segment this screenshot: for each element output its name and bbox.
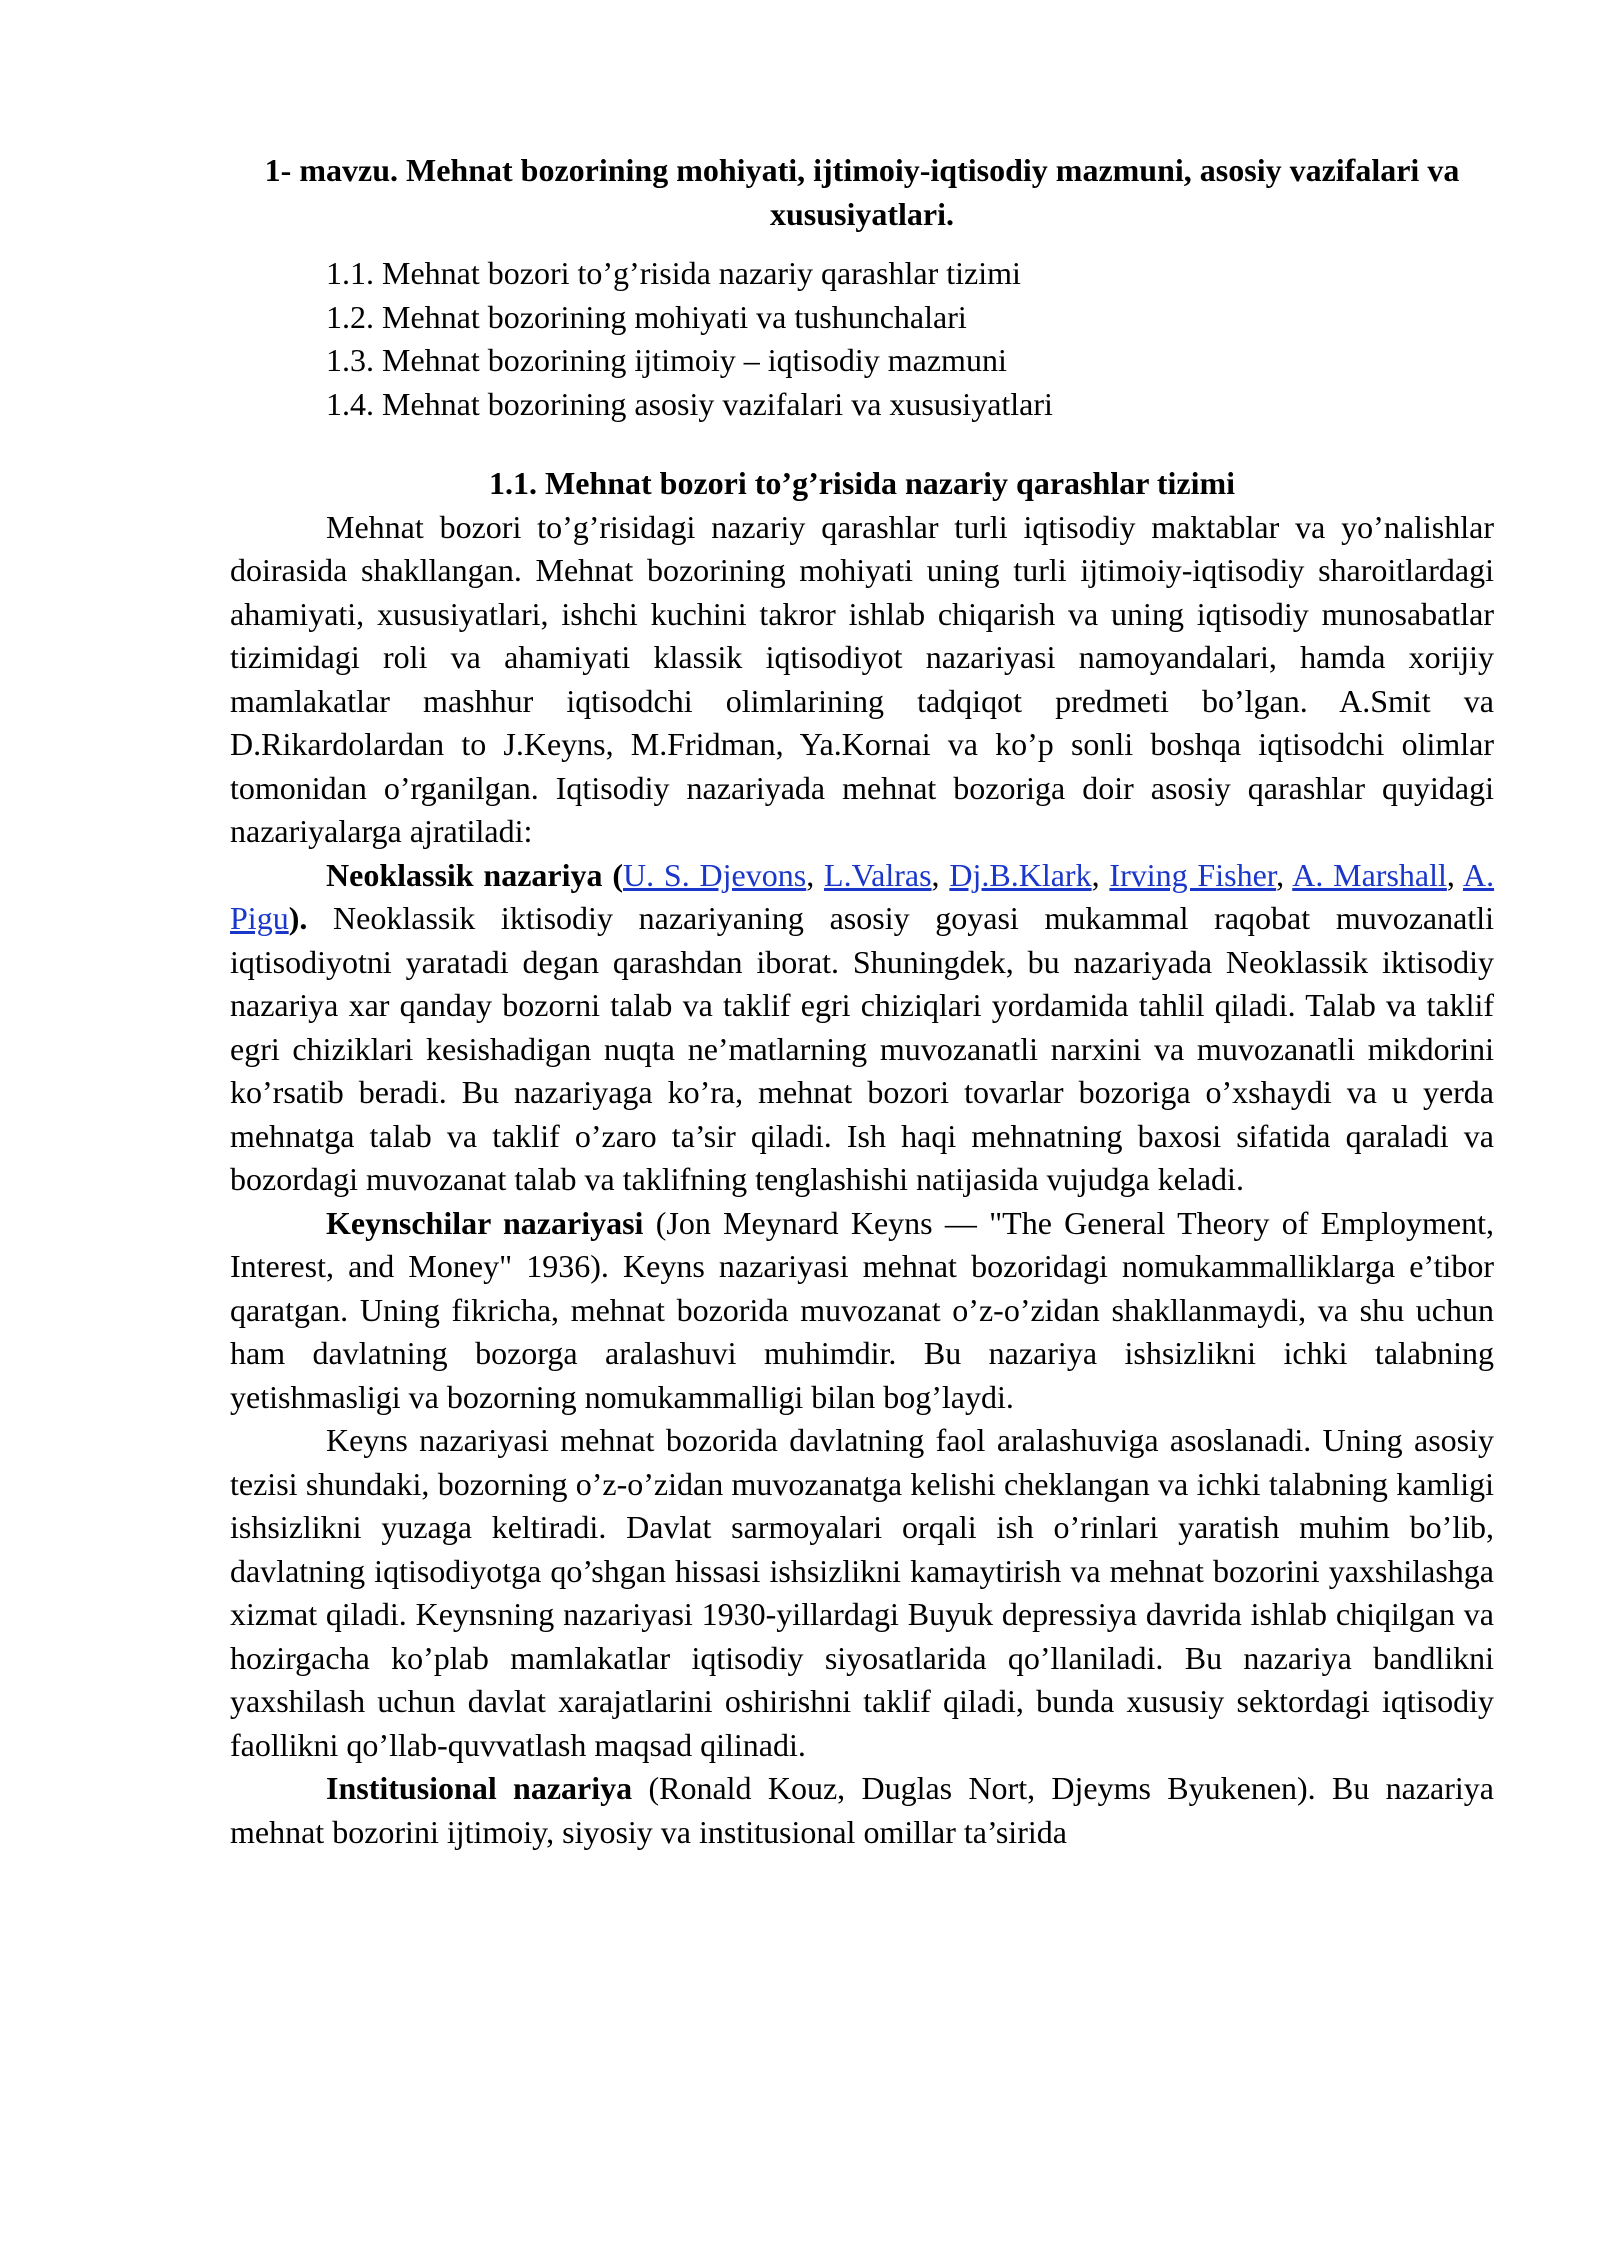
author-separator: , bbox=[1276, 856, 1293, 893]
author-separator: , bbox=[1446, 856, 1463, 893]
author-separator: , bbox=[1091, 856, 1110, 893]
toc-item-1-4: 1.4. Mehnat bozorining asosiy vazifalari va xususiyatlari bbox=[326, 385, 1053, 422]
toc-item-1-2: 1.2. Mehnat bozorining mohiyati va tushunchalari bbox=[326, 298, 967, 335]
keynesian-paragraph-2: Keyns nazariyasi mehnat bozorida davlatning faol aralashuviga asoslanadi. Uning asosiy tezisi shundaki, bozorning o’z-o’zidan muvozanatga kelishi cheklangan va ichki talabning kamligi ishsizlikni yuzaga keltiradi. Davlat sarmoyalari orqali ish o’rinlari yaratish muhim bo’lib, davlatning iqtisodiyotga qo’shgan hissasi ishsizlikni kamaytirish va mehnat bozorini yaxshilashga xizmat qiladi. Keynsning nazariyasi 1930-yillardagi Buyuk depressiya davrida ishlab chiqilgan va hozirgacha ko’plab mamlakatlar iqtisodiy siyosatlarida qo’llaniladi. Bu nazariya bandlikni yaxshilash uchun davlat xarajatlarini oshirishni taklif qiladi, bunda xususiy sektordagi iqtisodiy faollikni qo’llab-quvvatlash maqsad qilinadi. bbox=[230, 1422, 1494, 1763]
author-link-klark[interactable]: Dj.B.Klark bbox=[949, 856, 1092, 893]
author-link-djevons[interactable]: U. S. Djevons bbox=[623, 856, 807, 893]
page-title: 1- mavzu. Mehnat bozorining mohiyati, ijtimoiy-iqtisodiy mazmuni, asosiy vazifalari va xususiyatlari. bbox=[264, 152, 1460, 232]
neoclassical-term: Neoklassik nazariya bbox=[326, 856, 603, 893]
author-link-marshall[interactable]: A. Marshall bbox=[1292, 856, 1447, 893]
author-separator: , bbox=[806, 856, 825, 893]
neoclassical-open-paren: ( bbox=[602, 856, 623, 893]
keynesian-term: Keynschilar nazariyasi bbox=[326, 1204, 644, 1241]
institutional-term: Institusional nazariya bbox=[326, 1770, 633, 1806]
intro-paragraph: Mehnat bozori to’g’risidagi nazariy qarashlar turli iqtisodiy maktablar va yo’nalishlar doirasida shakllangan. Mehnat bozorining mohiyati uning turli ijtimoiy-iqtisodiy sharoitlardagi ahamiyati, xususiyatlari, ishchi kuchini takror ishlab chiqarish va uning iqtisodiy munosabatlar tizimidagi roli va ahamiyati klassik iqtisodiyot nazariyasi namoyandalari, hamda xorijiy mamlakatlar mashhur iqtisodchi olimlarining tadqiqot predmeti bo’lgan. A.Smit va D.Rikardolardan to J.Keyns, M.Fridman, Ya.Kornai va ko’p sonli boshqa iqtisodchi olimlar tomonidan o’rganilgan. Iqtisodiy nazariyada mehnat bozoriga doir asosiy qarashlar quyidagi nazariyalarga ajratiladi: bbox=[230, 508, 1494, 849]
institutional-text: (Ronald Kouz, Duglas Nort, Djeyms Byukenen). Bu nazariya mehnat bozorini ijtimoiy, siyosiy va institusional omillar ta’sirida bbox=[230, 1770, 1495, 1850]
table-of-contents bbox=[326, 252, 1494, 426]
author-link-valras[interactable]: L.Valras bbox=[824, 856, 932, 893]
neoclassical-close-paren: ). bbox=[288, 900, 308, 936]
author-separator: , bbox=[931, 856, 950, 893]
keynesian-text: (Jon Meynard Keyns — "The General Theory of Employment, Interest, and Money" 1936). Keyns nazariyasi mehnat bozoridagi nomukammalliklarga e’tibor qaratgan. Uning fikricha, mehnat bozorida muvozanat o’z-o’zidan shakllanmaydi, va shu uchun ham davlatning bozorga aralashuvi muhimdir. Bu nazariya ishsizlikni ichki talabning yetishmasligi va bozorning nomukammalligi bilan bog’laydi. bbox=[230, 1204, 1495, 1415]
keynesian-paragraph bbox=[230, 1202, 1494, 1420]
toc-item-1-1: 1.1. Mehnat bozori to’g’risida nazariy qarashlar tizimi bbox=[326, 255, 1021, 291]
toc-item-1-3: 1.3. Mehnat bozorining ijtimoiy – iqtisodiy mazmuni bbox=[326, 342, 1007, 378]
author-link-pigu[interactable]: A. Pigu bbox=[230, 856, 1495, 936]
neoclassical-paragraph bbox=[230, 854, 1494, 1202]
document-page bbox=[230, 148, 1494, 1854]
institutional-paragraph bbox=[230, 1767, 1494, 1854]
neoclassical-text: Neoklassik iktisodiy nazariyaning asosiy goyasi mukammal raqobat muvozanatli iqtisodiyotni yaratadi degan qarashdan iborat. Shuningdek, bu nazariyada Neoklassik iktisodiy nazariya xar qanday bozorni talab va taklif egri chiziqlari yordamida tahlil qiladi. Talab va taklif egri chiziklari kesishadigan nuqta ne’matlarning muvozanatli narxini va muvozanatli mikdorini ko’rsatib beradi. Bu nazariyaga ko’ra, mehnat bozori tovarlar bozoriga o’xshaydi va u yerda mehnatga talab va taklif o’zaro ta’sir qiladi. Ish haqi mehnatning baxosi sifatida qaraladi va bozordagi muvozanat talab va taklifning tenglashishi natijasida vujudga keladi. bbox=[230, 900, 1494, 1197]
author-link-fisher[interactable]: Irving Fisher bbox=[1109, 856, 1277, 893]
section-heading: 1.1. Mehnat bozori to’g’risida nazariy qarashlar tizimi bbox=[489, 465, 1235, 501]
